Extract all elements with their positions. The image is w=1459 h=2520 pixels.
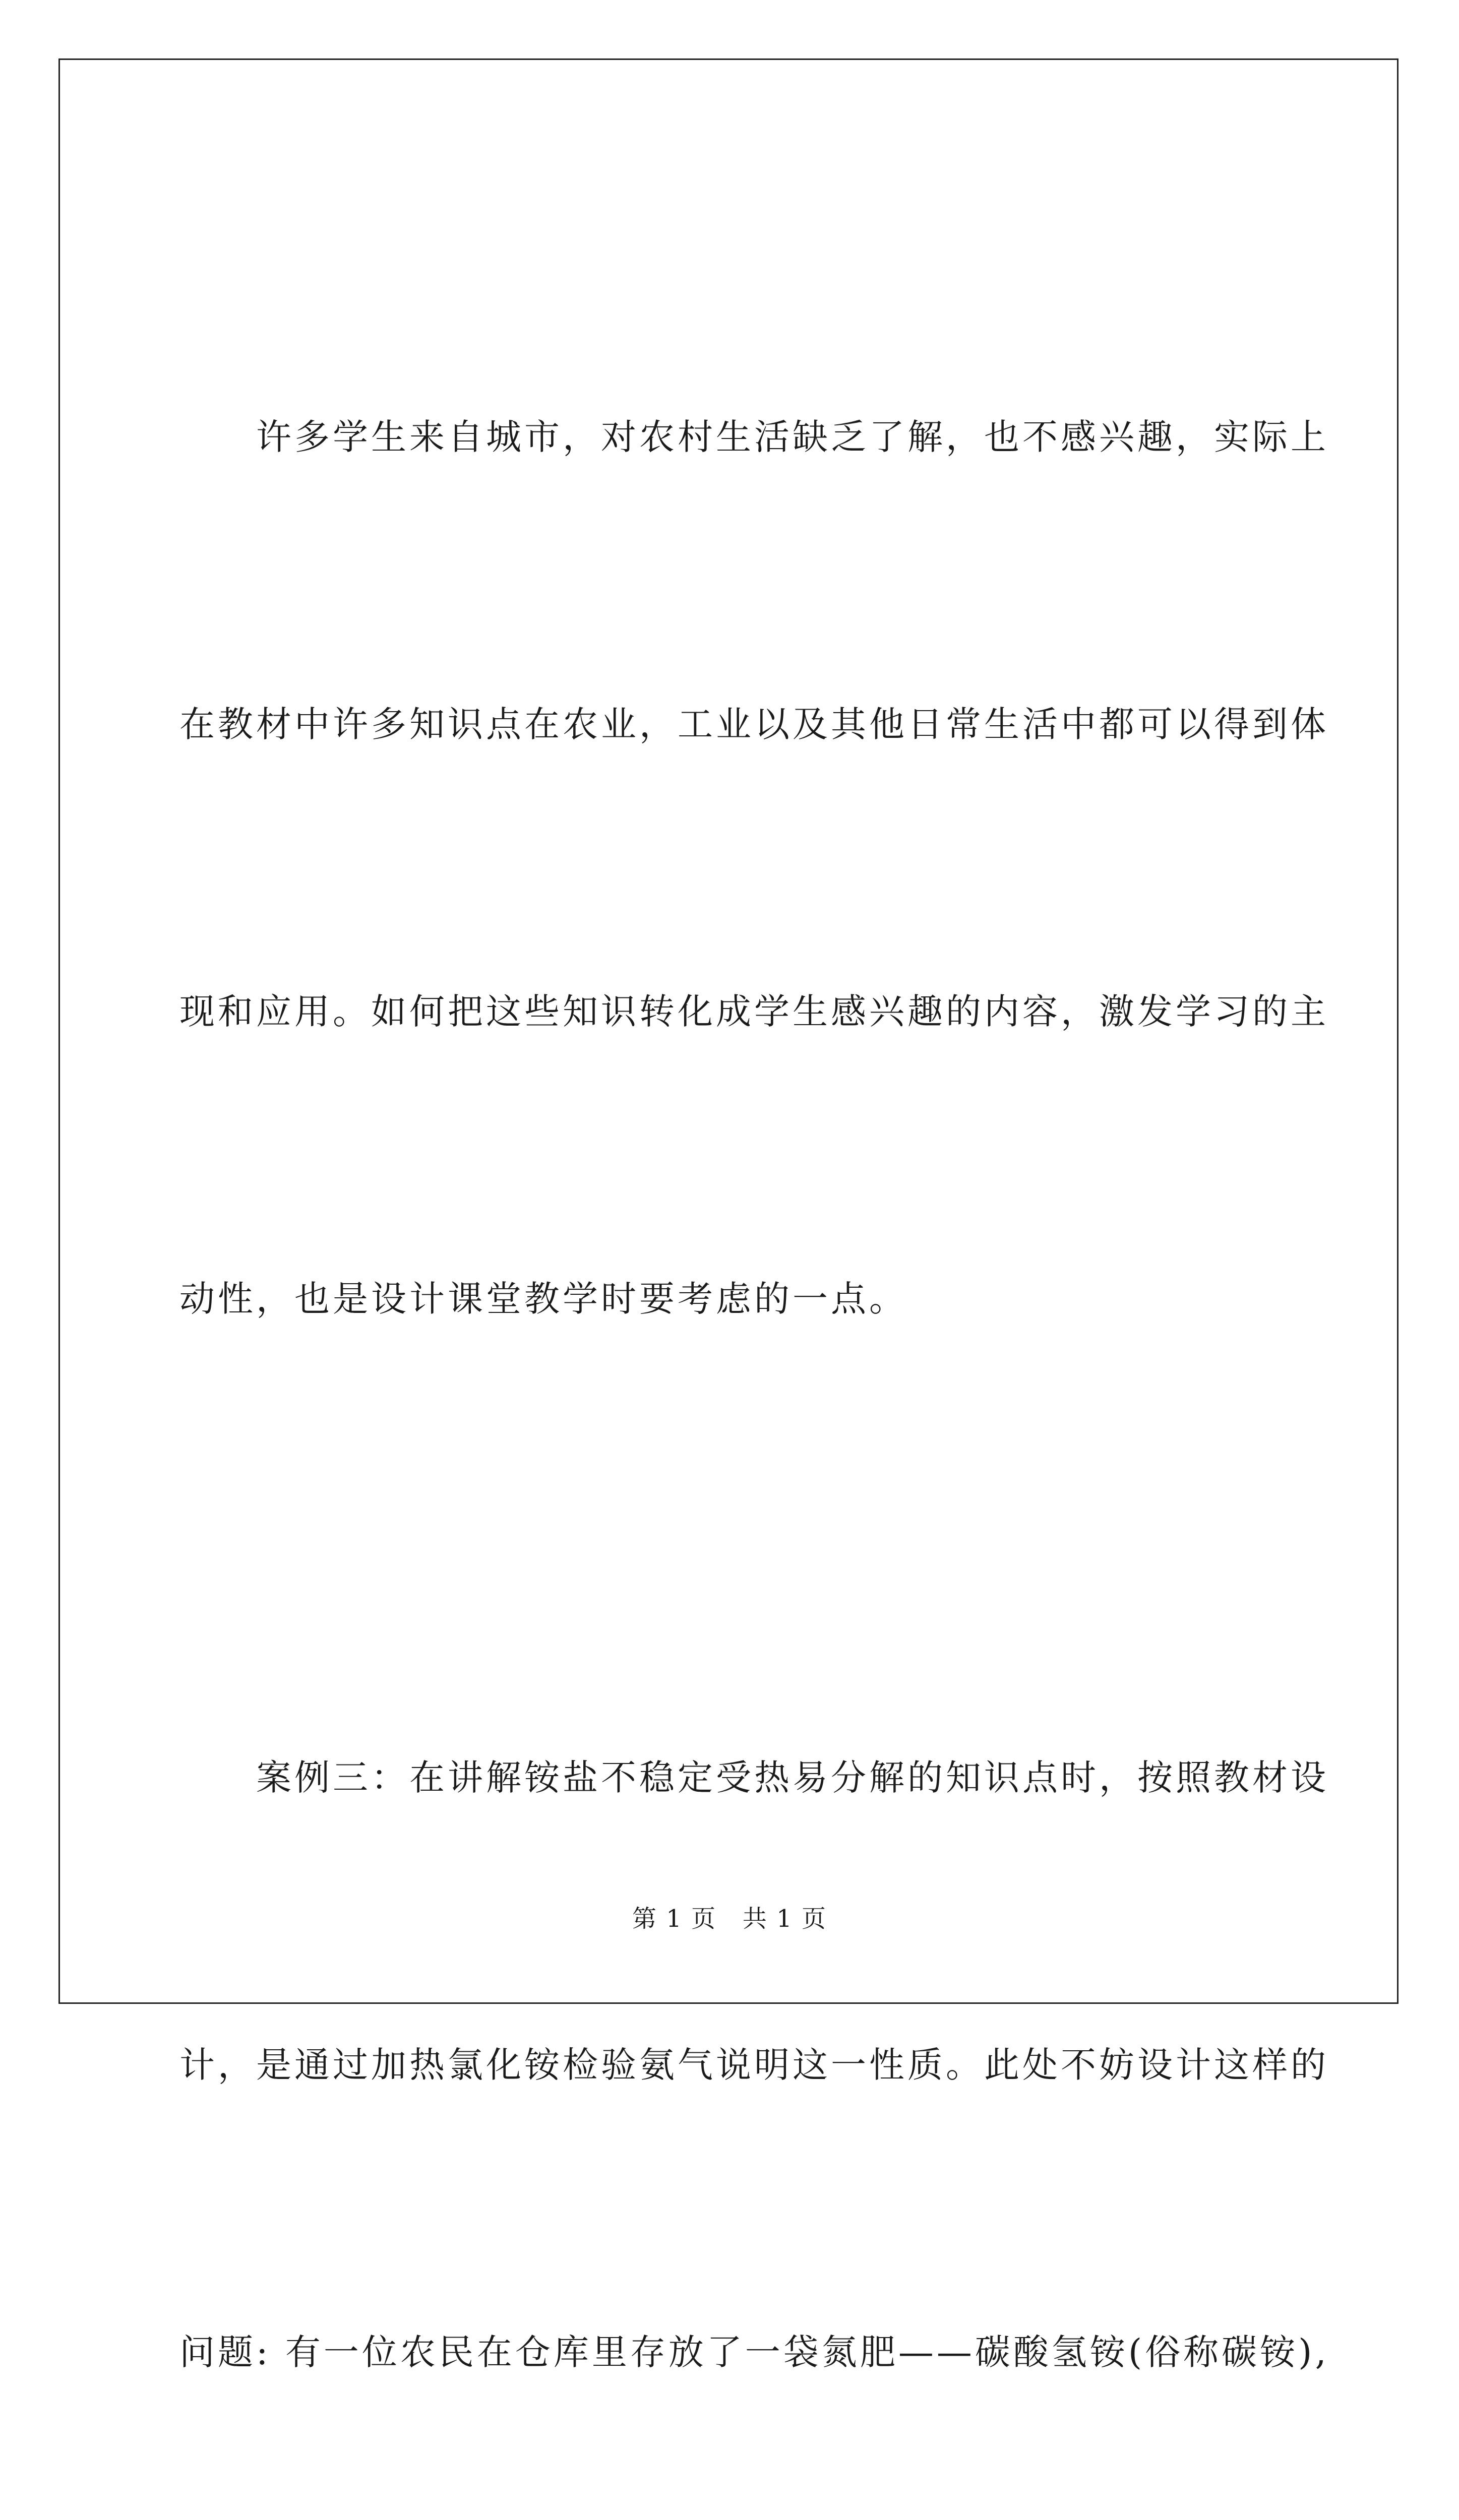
page-footer — [0, 1899, 1459, 1934]
text-line: 许多学生来自城市，对农村生活缺乏了解，也不感兴趣，实际上 — [256, 416, 1329, 458]
paragraph — [179, 1538, 1329, 2520]
text-line: 在教材中许多知识点在农业，工业以及其他日常生活中都可以得到体 — [179, 704, 1329, 745]
total-pages: 共 1 页 — [742, 1905, 827, 1933]
paragraph — [179, 198, 1329, 1538]
page-number: 第 1 页 — [632, 1905, 717, 1933]
text-line: 现和应用。如何把这些知识转化成学生感兴趣的内容，激发学习的主 — [179, 991, 1329, 1032]
text-line: 案例三：在讲解铵盐不稳定受热易分解的知识点时，按照教材设 — [256, 1757, 1329, 1798]
footer-spacer — [716, 1905, 743, 1933]
text-line: 动性，也是设计课堂教学时要考虑的一点。 — [179, 1278, 907, 1319]
document-body — [179, 198, 1329, 2520]
text-line: 问题: 有一位农民在仓库里存放了一袋氮肥——碳酸氢铵(俗称碳铵), — [179, 2332, 1329, 2373]
text-line: 计，是通过加热氯化铵检验氨气说明这一性质。此处不妨设计这样的 — [179, 2044, 1329, 2086]
